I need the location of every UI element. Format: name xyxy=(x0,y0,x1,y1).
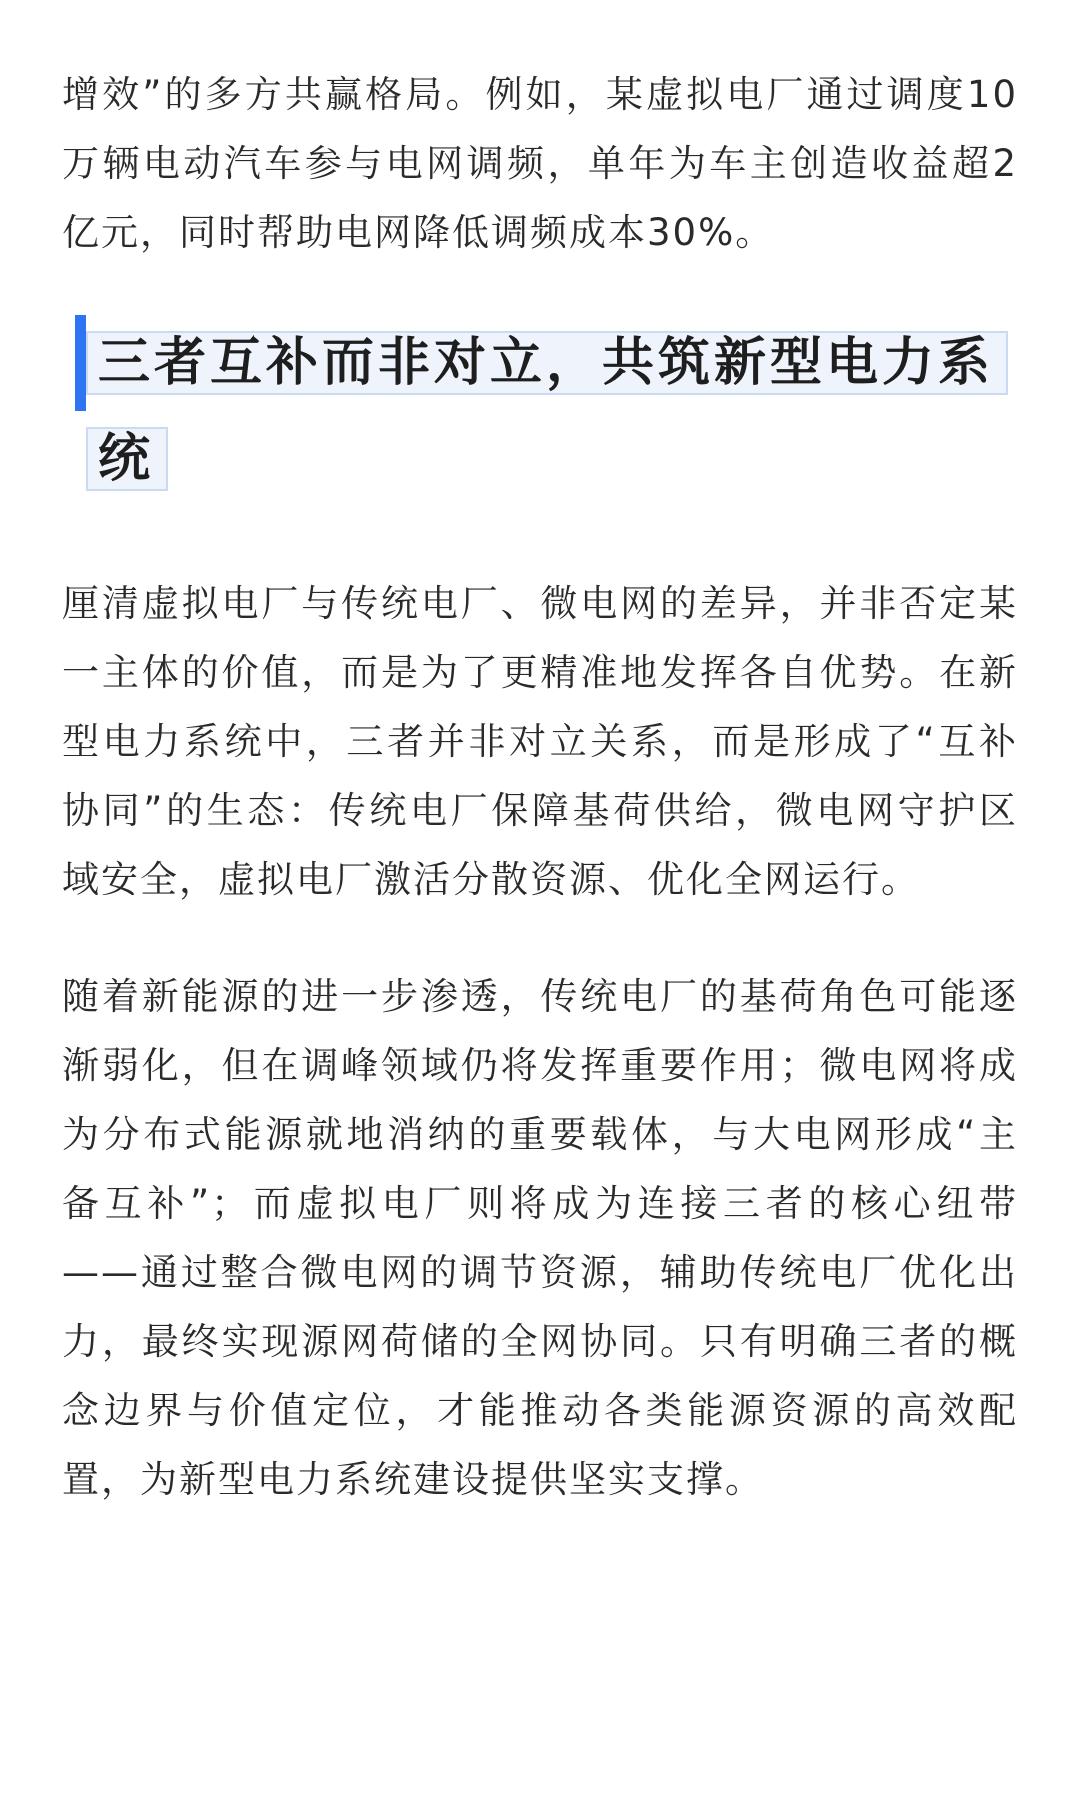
body-paragraph-2: 随着新能源的进一步渗透，传统电厂的基荷角色可能逐渐弱化，但在调峰领域仍将发挥重要作用；微电网将成为分布式能源就地消纳的重要载体，与大电网形成“主备互补”；而虚拟电厂则将成为连接三者的核心纽带——通过整合微电网的调节资源，辅助传统电厂优化出力，最终实现源网荷储的全网协同。只有明确三者的概念边界与价值定位，才能推动各类能源资源的高效配置，为新型电力系统建设提供坚实支撑。 xyxy=(62,975,1018,1501)
intro-paragraph: 增效”的多方共赢格局。例如，某虚拟电厂通过调度10万辆电动汽车参与电网调频，单年为车主创造收益超2亿元，同时帮助电网降低调频成本30%。 xyxy=(62,73,1018,254)
section-title-text: 三者互补而非对立，共筑新型电力系统 xyxy=(86,331,1008,491)
body-paragraph-1: 厘清虚拟电厂与传统电厂、微电网的差异，并非否定某一主体的价值，而是为了更精准地发挥各自优势。在新型电力系统中，三者并非对立关系，而是形成了“互补协同”的生态：传统电厂保障基荷供给，微电网守护区域安全，虚拟电厂激活分散资源、优化全网运行。 xyxy=(62,582,1018,901)
section-title xyxy=(75,315,1018,507)
article-body xyxy=(62,60,1018,1514)
section-heading xyxy=(75,315,1018,507)
heading-accent-bar xyxy=(75,315,86,411)
